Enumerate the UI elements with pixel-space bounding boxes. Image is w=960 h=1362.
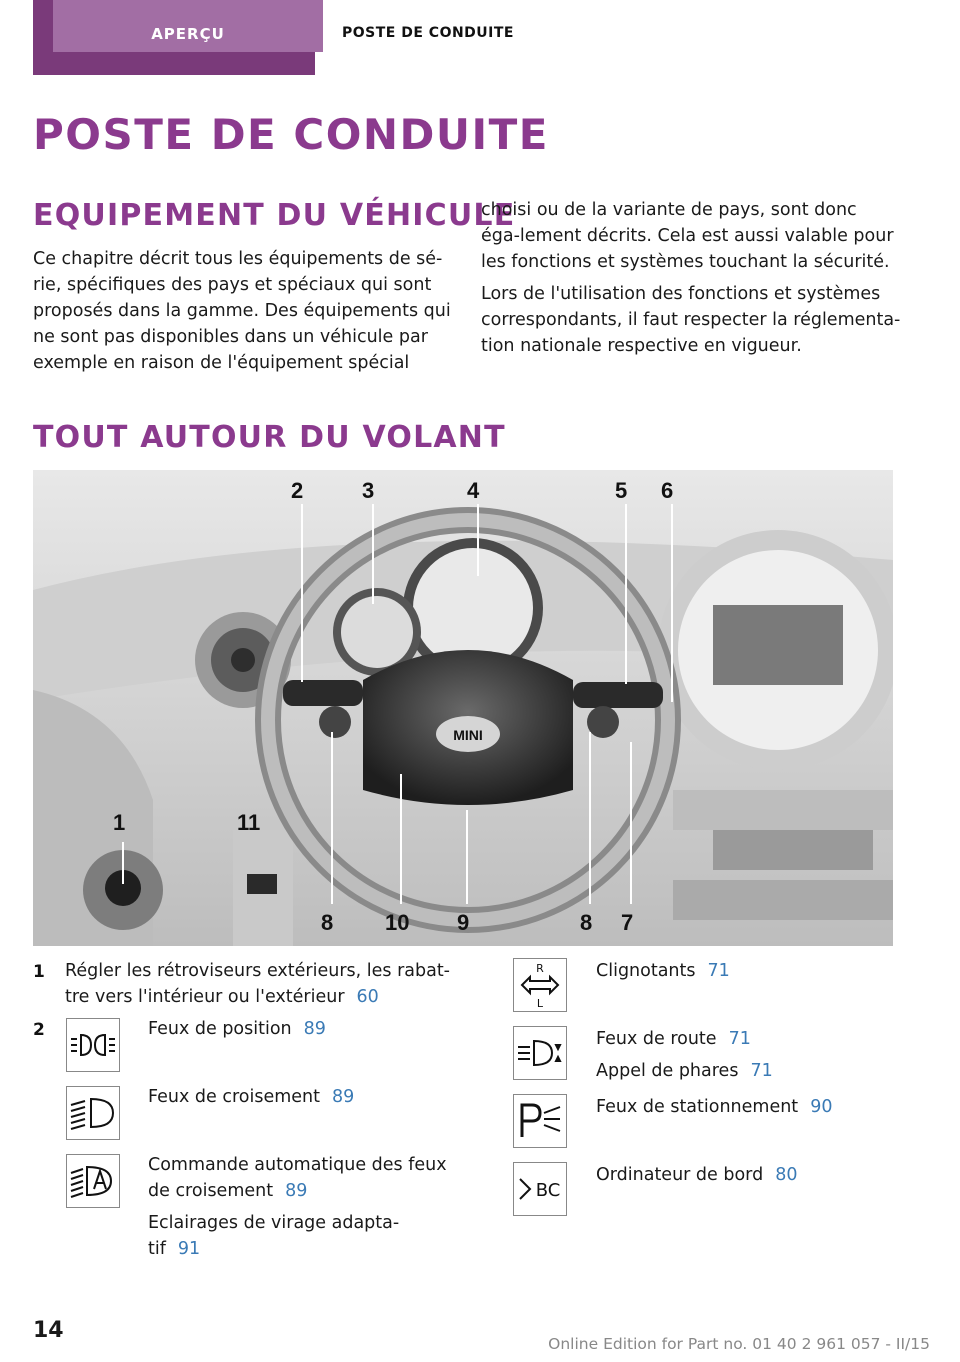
callout-9: 9	[457, 910, 470, 935]
section-title-volant: TOUT AUTOUR DU VOLANT	[33, 420, 506, 455]
position-lights-icon	[66, 1018, 120, 1072]
legend-text: Appel de phares	[596, 1061, 739, 1081]
tab-apercu-inner	[53, 0, 323, 52]
auto-headlight-icon	[66, 1154, 120, 1208]
callout-11: 11	[237, 810, 261, 835]
callout-8-right: 8	[580, 910, 593, 935]
paragraph: Lors de l'utilisation des fonctions et systèmes correspondants, il faut respecter la réglementa‐tion nationale respective en vigueur.	[481, 284, 901, 356]
page-link[interactable]: 71	[750, 1061, 773, 1081]
callout-3: 3	[362, 478, 375, 503]
section-title-equipement: EQUIPEMENT DU VÉHICULE	[33, 198, 516, 233]
legend-number: 2	[33, 1020, 45, 1040]
leader-line	[671, 504, 673, 702]
legend-text: Feux de route	[596, 1029, 717, 1049]
leader-line	[589, 732, 591, 904]
cockpit-drawing	[33, 470, 893, 946]
page-link[interactable]: 60	[356, 987, 379, 1007]
page-link[interactable]: 89	[285, 1181, 308, 1201]
page-link[interactable]: 91	[177, 1239, 201, 1259]
paragraph: Ce chapitre décrit tous les équipements de sé‐rie, spécifiques des pays et spéciaux qui sont proposés dans la gamme. Des équipements qui ne sont pas disponibles dans un véhicule par exemple en raison de l'équipement spécial	[33, 249, 451, 373]
page-link[interactable]: 89	[331, 1087, 355, 1107]
paragraph: choisi ou de la variante de pays, sont donc éga‐lement décrits. Cela est aussi valable pour les fonctions et systèmes touchant la sécurité.	[481, 200, 894, 272]
legend-row	[596, 1094, 896, 1120]
parking-lights-icon	[513, 1094, 567, 1148]
callout-7: 7	[621, 910, 634, 935]
legend-text: Clignotants	[596, 961, 696, 981]
callout-6: 6	[661, 478, 674, 503]
page-link[interactable]: 71	[728, 1029, 751, 1049]
position-lights-icon	[67, 1019, 119, 1071]
leader-line	[122, 842, 124, 884]
page-link[interactable]: 89	[303, 1019, 326, 1039]
legend-row	[148, 1152, 453, 1204]
callout-10: 10	[385, 910, 410, 935]
legend-row	[148, 1084, 448, 1110]
leader-line	[477, 504, 479, 576]
leader-line	[331, 732, 333, 904]
callout-1: 1	[113, 810, 126, 835]
high-beam-icon	[513, 1026, 567, 1080]
page-title: POSTE DE CONDUITE	[33, 110, 549, 159]
legend-text: Feux de croisement	[148, 1087, 320, 1107]
low-beam-icon	[67, 1087, 119, 1139]
leader-line	[400, 774, 402, 904]
leader-line	[301, 504, 303, 682]
watermark-footer: Online Edition for Part no. 01 40 2 961 057 - II/15	[548, 1335, 930, 1353]
legend-number: 1	[33, 962, 45, 982]
page-link[interactable]: 90	[810, 1097, 833, 1117]
board-computer-icon	[513, 1162, 567, 1216]
legend-row	[148, 1210, 418, 1262]
breadcrumb-section: POSTE DE CONDUITE	[342, 25, 514, 41]
tab-apercu[interactable]	[33, 0, 315, 75]
page-link[interactable]: 80	[775, 1165, 798, 1185]
callout-4: 4	[467, 478, 480, 503]
legend-row	[148, 1016, 448, 1042]
legend-row	[596, 1058, 896, 1084]
auto-headlight-icon	[67, 1155, 119, 1207]
legend-text: Eclairages de virage adapta‐tif	[148, 1213, 400, 1259]
legend-text: Régler les rétroviseurs extérieurs, les rabat‐tre vers l'intérieur ou l'extérieur	[65, 961, 450, 1007]
mini-logo: MINI	[453, 727, 483, 743]
turn-signal-icon	[513, 958, 567, 1012]
leader-line	[466, 810, 468, 904]
legend-row	[596, 1026, 896, 1052]
cockpit-illustration	[33, 470, 893, 946]
legend-row	[596, 958, 896, 984]
leader-line	[625, 504, 627, 684]
callout-5: 5	[615, 478, 628, 503]
legend-text: Commande automatique des feux de croisement	[148, 1155, 447, 1201]
page-link[interactable]: 71	[707, 961, 730, 981]
high-beam-icon	[514, 1027, 566, 1079]
tab-apercu-label: APERÇU	[151, 25, 225, 43]
turn-signal-icon	[514, 959, 566, 1011]
callout-2: 2	[291, 478, 304, 503]
section-equipement-col2	[481, 197, 901, 365]
low-beam-icon	[66, 1086, 120, 1140]
turn-signal-r-label: R	[536, 962, 544, 975]
board-computer-icon	[514, 1163, 566, 1215]
bc-label: BC	[535, 1180, 561, 1201]
leader-line	[372, 504, 374, 604]
turn-signal-l-label: L	[536, 997, 544, 1010]
leader-line	[630, 742, 632, 904]
legend-text: Ordinateur de bord	[596, 1165, 764, 1185]
page-number: 14	[33, 1318, 64, 1343]
legend-text: Feux de position	[148, 1019, 292, 1039]
legend-text: Feux de stationnement	[596, 1097, 799, 1117]
parking-lights-icon	[514, 1095, 566, 1147]
legend-row	[596, 1162, 896, 1188]
section-equipement-col1	[33, 246, 453, 382]
callout-8-left: 8	[321, 910, 334, 935]
legend-item-1	[65, 958, 455, 1010]
